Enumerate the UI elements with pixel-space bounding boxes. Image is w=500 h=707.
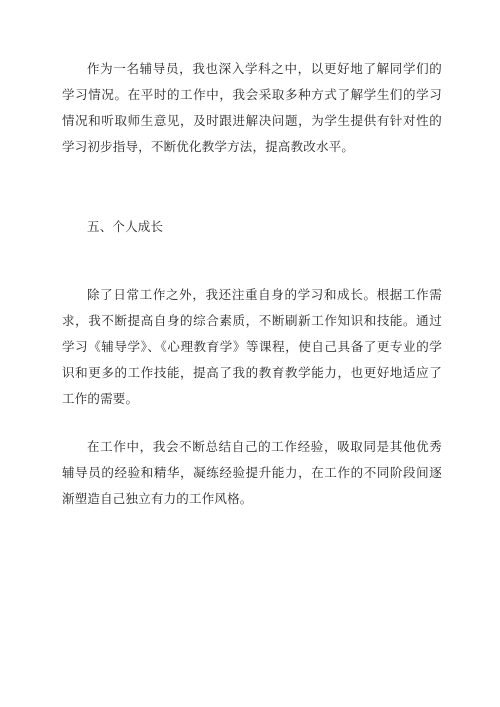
section-heading: 五、个人成长	[87, 219, 164, 234]
body-paragraph: 在工作中，我会不断总结自己的工作经验，吸取同是其他优秀辅导员的经验和精华，凝练经验提升能力，在工作的不同阶段间逐渐塑造自己独立有力的工作风格。	[62, 439, 442, 506]
body-paragraph: 作为一名辅导员，我也深入学科之中，以更好地了解同学们的学习情况。在平时的工作中，我会采取多种方式了解学生们的学习情况和听取师生意见，及时跟进解决问题，为学生提供有针对性的学习初步指导，不断优化教学方法，提高教改水平。	[62, 61, 442, 154]
body-paragraph: 除了日常工作之外，我还注重自身的学习和成长。根据工作需求，我不断提高自身的综合素质，不断刷新工作知识和技能。通过学习《辅导学》、《心理教育学》等课程，使自己具备了更专业的学识和更多的工作技能，提高了我的教育教学能力，也更好地适应了工作的需要。	[62, 287, 442, 406]
